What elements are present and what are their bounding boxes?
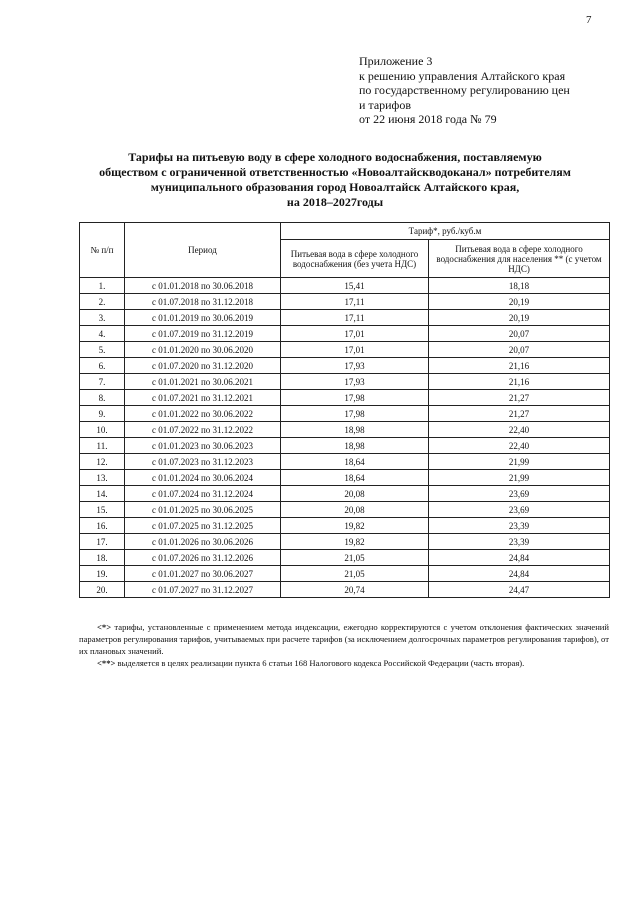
cell-tariff-population: 20,19 <box>429 310 610 326</box>
cell-period: с 01.01.2020 по 30.06.2020 <box>125 342 281 358</box>
cell-period: с 01.01.2019 по 30.06.2019 <box>125 310 281 326</box>
cell-tariff-population: 22,40 <box>429 438 610 454</box>
table-row <box>80 390 610 406</box>
cell-tariff-no-vat: 18,98 <box>281 438 429 454</box>
cell-tariff-no-vat: 19,82 <box>281 518 429 534</box>
footnote-2-text: выделяется в целях реализации пункта 6 статьи 168 Налогового кодекса Российской Федерации (часть вторая). <box>117 658 525 668</box>
header-number: № п/п <box>80 223 125 278</box>
cell-period: с 01.07.2027 по 31.12.2027 <box>125 582 281 598</box>
table-row <box>80 294 610 310</box>
table-row <box>80 518 610 534</box>
cell-tariff-no-vat: 17,01 <box>281 342 429 358</box>
cell-period: с 01.07.2022 по 31.12.2022 <box>125 422 281 438</box>
title-line: обществом с ограниченной ответственностью «Новоалтайскводоканал» потребителям <box>99 165 571 179</box>
cell-period: с 01.01.2027 по 30.06.2027 <box>125 566 281 582</box>
cell-tariff-population: 23,39 <box>429 518 610 534</box>
cell-tariff-no-vat: 19,82 <box>281 534 429 550</box>
cell-tariff-no-vat: 17,98 <box>281 406 429 422</box>
cell-tariff-population: 24,47 <box>429 582 610 598</box>
cell-tariff-population: 20,07 <box>429 326 610 342</box>
cell-period: с 01.07.2019 по 31.12.2019 <box>125 326 281 342</box>
tariff-table-body <box>80 278 610 598</box>
cell-tariff-no-vat: 18,64 <box>281 454 429 470</box>
footnote-1 <box>79 621 609 657</box>
title-line: Тарифы на питьевую воду в сфере холодного водоснабжения, поставляемую <box>128 150 542 164</box>
cell-tariff-no-vat: 17,93 <box>281 358 429 374</box>
cell-tariff-no-vat: 17,98 <box>281 390 429 406</box>
page-number: 7 <box>586 14 592 26</box>
footnotes <box>79 621 609 669</box>
tariff-table <box>79 222 610 598</box>
footnote-1-mark: <*> <box>97 622 112 632</box>
table-row <box>80 438 610 454</box>
cell-tariff-no-vat: 21,05 <box>281 566 429 582</box>
cell-tariff-no-vat: 20,08 <box>281 502 429 518</box>
table-row <box>80 454 610 470</box>
cell-tariff-no-vat: 17,93 <box>281 374 429 390</box>
cell-tariff-population: 22,40 <box>429 422 610 438</box>
cell-tariff-population: 21,27 <box>429 406 610 422</box>
cell-tariff-population: 20,07 <box>429 342 610 358</box>
title-line: на 2018–2027годы <box>286 195 384 209</box>
table-row <box>80 374 610 390</box>
table-row <box>80 422 610 438</box>
table-row <box>80 582 610 598</box>
footnote-2 <box>79 657 609 669</box>
table-row <box>80 502 610 518</box>
appendix-line: Приложение 3 <box>359 54 433 68</box>
appendix-line: к решению управления Алтайского края <box>359 68 566 83</box>
cell-period: с 01.07.2020 по 31.12.2020 <box>125 358 281 374</box>
cell-number: 13. <box>80 470 125 486</box>
table-row <box>80 326 610 342</box>
cell-tariff-population: 21,16 <box>429 358 610 374</box>
cell-period: с 01.07.2018 по 31.12.2018 <box>125 294 281 310</box>
cell-tariff-no-vat: 20,74 <box>281 582 429 598</box>
header-period: Период <box>125 223 281 278</box>
cell-tariff-no-vat: 18,98 <box>281 422 429 438</box>
header-no-vat: Питьевая вода в сфере холодного водоснабжения (без учета НДС) <box>281 240 429 278</box>
cell-period: с 01.01.2018 по 30.06.2018 <box>125 278 281 294</box>
cell-tariff-no-vat: 17,01 <box>281 326 429 342</box>
cell-number: 17. <box>80 534 125 550</box>
table-row <box>80 550 610 566</box>
cell-number: 12. <box>80 454 125 470</box>
cell-tariff-population: 21,99 <box>429 454 610 470</box>
cell-number: 9. <box>80 406 125 422</box>
cell-number: 6. <box>80 358 125 374</box>
cell-number: 14. <box>80 486 125 502</box>
cell-period: с 01.07.2021 по 31.12.2021 <box>125 390 281 406</box>
appendix-line: от 22 июня 2018 года № 79 <box>359 112 497 126</box>
cell-number: 5. <box>80 342 125 358</box>
cell-number: 18. <box>80 550 125 566</box>
cell-number: 11. <box>80 438 125 454</box>
title-line: муниципального образования город Новоалтайск Алтайского края, <box>150 180 520 194</box>
cell-tariff-population: 24,84 <box>429 550 610 566</box>
cell-number: 16. <box>80 518 125 534</box>
table-row <box>80 406 610 422</box>
table-row <box>80 486 610 502</box>
table-row <box>80 470 610 486</box>
cell-number: 7. <box>80 374 125 390</box>
table-row <box>80 534 610 550</box>
cell-tariff-population: 23,69 <box>429 502 610 518</box>
cell-period: с 01.01.2021 по 30.06.2021 <box>125 374 281 390</box>
cell-tariff-no-vat: 20,08 <box>281 486 429 502</box>
document-title <box>60 150 610 210</box>
cell-period: с 01.01.2023 по 30.06.2023 <box>125 438 281 454</box>
cell-tariff-population: 23,69 <box>429 486 610 502</box>
header-tariff-group: Тариф*, руб./куб.м <box>281 223 610 240</box>
cell-number: 15. <box>80 502 125 518</box>
cell-period: с 01.01.2022 по 30.06.2022 <box>125 406 281 422</box>
cell-number: 20. <box>80 582 125 598</box>
footnote-2-mark: <**> <box>97 658 116 668</box>
cell-number: 4. <box>80 326 125 342</box>
footnote-1-text: тарифы, установленные с применением метода индексации, ежегодно корректируются с учетом отклонения фактических значений параметров регулирования тарифов, учитываемых при расчете тарифов (за исключением долгосрочных параметров регулирования тарифов), от их плановых значений. <box>79 622 609 656</box>
cell-tariff-no-vat: 18,64 <box>281 470 429 486</box>
header-population: Питьевая вода в сфере холодного водоснабжения для населения ** (с учетом НДС) <box>429 240 610 278</box>
cell-number: 8. <box>80 390 125 406</box>
cell-period: с 01.07.2026 по 31.12.2026 <box>125 550 281 566</box>
appendix-header <box>359 54 570 127</box>
table-row <box>80 358 610 374</box>
cell-period: с 01.07.2023 по 31.12.2023 <box>125 454 281 470</box>
cell-tariff-population: 21,99 <box>429 470 610 486</box>
appendix-line: по государственному регулированию цен <box>359 83 570 97</box>
cell-number: 10. <box>80 422 125 438</box>
cell-number: 19. <box>80 566 125 582</box>
cell-period: с 01.01.2026 по 30.06.2026 <box>125 534 281 550</box>
table-row <box>80 566 610 582</box>
cell-tariff-no-vat: 17,11 <box>281 294 429 310</box>
cell-period: с 01.01.2025 по 30.06.2025 <box>125 502 281 518</box>
cell-tariff-no-vat: 21,05 <box>281 550 429 566</box>
table-row <box>80 342 610 358</box>
cell-period: с 01.07.2025 по 31.12.2025 <box>125 518 281 534</box>
table-row <box>80 278 610 294</box>
appendix-line: и тарифов <box>359 97 412 112</box>
cell-tariff-population: 21,16 <box>429 374 610 390</box>
cell-tariff-no-vat: 15,41 <box>281 278 429 294</box>
cell-tariff-population: 21,27 <box>429 390 610 406</box>
cell-tariff-population: 24,84 <box>429 566 610 582</box>
cell-number: 2. <box>80 294 125 310</box>
cell-tariff-no-vat: 17,11 <box>281 310 429 326</box>
cell-tariff-population: 18,18 <box>429 278 610 294</box>
table-row <box>80 310 610 326</box>
cell-period: с 01.01.2024 по 30.06.2024 <box>125 470 281 486</box>
cell-number: 1. <box>80 278 125 294</box>
cell-number: 3. <box>80 310 125 326</box>
cell-tariff-population: 20,19 <box>429 294 610 310</box>
cell-period: с 01.07.2024 по 31.12.2024 <box>125 486 281 502</box>
cell-tariff-population: 23,39 <box>429 534 610 550</box>
